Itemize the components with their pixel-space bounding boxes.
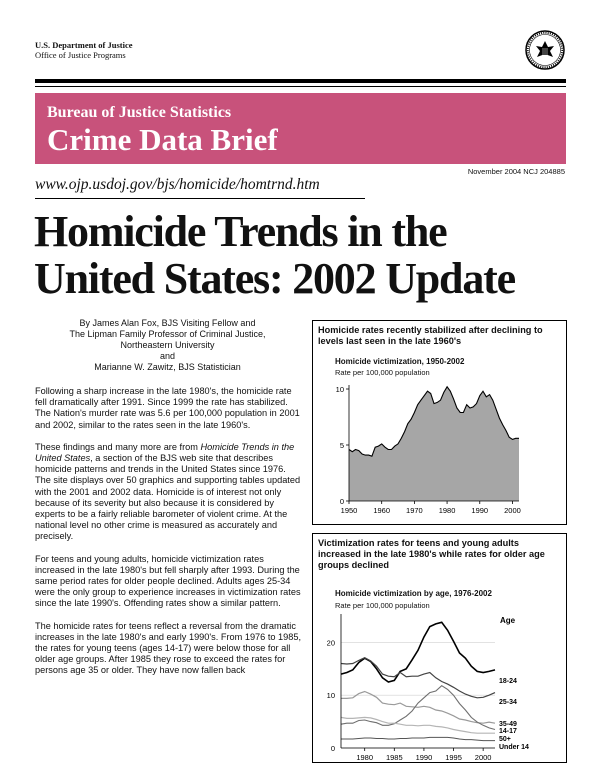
title-line: Homicide Trends in the — [34, 207, 447, 256]
x-tick-label: 1990 — [415, 753, 433, 760]
chart-unit: Rate per 100,000 population — [335, 368, 430, 377]
x-tick-label: 1985 — [385, 753, 403, 760]
figure-overall-trend — [312, 320, 567, 525]
byline-line: The Lipman Family Professor of Criminal Justice, — [69, 329, 266, 339]
page-title — [34, 208, 574, 302]
x-tick-label: 1995 — [445, 753, 462, 760]
byline-line: Marianne W. Zawitz, BJS Statistician — [94, 362, 241, 372]
y-tick-label: 10 — [335, 385, 344, 394]
legend-title: Age — [500, 616, 516, 625]
age-line-chart — [313, 608, 566, 760]
series-line-under-14 — [341, 737, 495, 740]
chart-title: Homicide victimization by age, 1976-2002 — [335, 589, 492, 598]
x-tick-label: 1980 — [356, 753, 374, 760]
series-label: 50+ — [499, 736, 511, 743]
byline-line: By James Alan Fox, BJS Visiting Fellow and — [79, 318, 256, 328]
body-paragraph: For teens and young adults, homicide victimization rates increased in the late 1980's but fell sharply after 1993. During the same period rates for older people declined. Adults ages 25-34 were the only group to experience increases in victimization rates since the late 1990's. Offending rates show a similar pattern. — [35, 553, 301, 609]
x-tick-label: 1980 — [438, 506, 456, 515]
header-rule-thin — [35, 86, 566, 87]
x-tick-label: 2000 — [504, 506, 521, 515]
x-tick-label: 2000 — [474, 753, 492, 760]
body-text: , a section of the BJS web site that describes homicide patterns and trends in the United States since 1976. The site displays over 50 graphics and supporting tables updated with the 2001 and 2002 data. Homicide is of interest not only because of its severity but also because it is considered by experts to be a fairly reliable barometer of violent crime. At the national level no other crime is measured as accurately and precisely. — [35, 453, 301, 542]
body-column — [35, 386, 303, 688]
series-line-18-24 — [341, 622, 495, 682]
office-name: Office of Justice Programs — [35, 50, 126, 60]
byline — [35, 318, 300, 373]
y-tick-label: 10 — [326, 691, 335, 701]
url-underline — [35, 198, 365, 199]
x-tick-label: 1990 — [471, 506, 489, 515]
body-paragraph: The homicide rates for teens reflect a reversal from the dramatic increases in the late 1980's and early 1990's. From 1976 to 1985, the rates for young teens (ages 14-17) were below those for all older age groups. After 1985 they rose to exceed the rates for persons age 35 or older. They have now fallen back — [35, 620, 302, 676]
y-tick-label: 0 — [330, 744, 335, 753]
agency-block — [35, 40, 133, 60]
site-title-emphasis: Homicide Trends in the United States — [35, 441, 295, 464]
y-tick-label: 20 — [326, 638, 335, 648]
figure-age-trend — [312, 533, 567, 763]
byline-line: Northeastern University — [120, 340, 215, 350]
series-banner — [35, 93, 566, 164]
series-name: Crime Data Brief — [47, 122, 278, 157]
series-label: 25-34 — [499, 699, 517, 706]
body-paragraph: Following a sharp increase in the late 1980's, the homicide rate fell dramatically after 1991. Since 1999 the rate has stabilized. The Nation's murder rate was 5.6 per 100,000 population in 2001 and 2002, similar to the rates seen in the late 1960's. — [35, 386, 300, 430]
body-paragraph — [35, 442, 303, 543]
chart-unit: Rate per 100,000 population — [335, 601, 430, 610]
y-tick-label: 0 — [339, 497, 344, 506]
homicide-area-chart — [313, 379, 566, 519]
department-name: U.S. Department of Justice — [35, 40, 133, 50]
x-tick-label: 1970 — [406, 506, 423, 515]
byline-line: and — [159, 351, 176, 361]
x-tick-label: 1960 — [373, 506, 391, 515]
series-label: 14-17 — [499, 728, 517, 735]
bureau-name: Bureau of Justice Statistics — [47, 104, 232, 121]
publication-info: November 2004 NCJ 204885 — [467, 167, 565, 176]
figure-caption: Victimization rates for teens and young adults increased in the late 1980's while rates for older age groups declined — [318, 538, 545, 570]
series-label: 35-49 — [499, 721, 517, 728]
chart-title: Homicide victimization, 1950-2002 — [335, 357, 465, 366]
figure-caption: Homicide rates recently stabilized after declining to levels last seen in the late 1960's — [318, 325, 543, 346]
header-rule-thick — [35, 79, 566, 83]
x-tick-label: 1950 — [340, 506, 358, 515]
y-tick-label: 5 — [339, 441, 344, 450]
doj-seal-icon — [525, 30, 565, 70]
series-label: Under 14 — [499, 744, 529, 751]
title-line: United States: 2002 Update — [34, 254, 515, 303]
source-url[interactable]: www.ojp.usdoj.gov/bjs/homicide/homtrnd.htm — [35, 176, 320, 193]
series-label: 18-24 — [499, 678, 517, 685]
body-text: These findings and many more are from — [35, 441, 201, 452]
